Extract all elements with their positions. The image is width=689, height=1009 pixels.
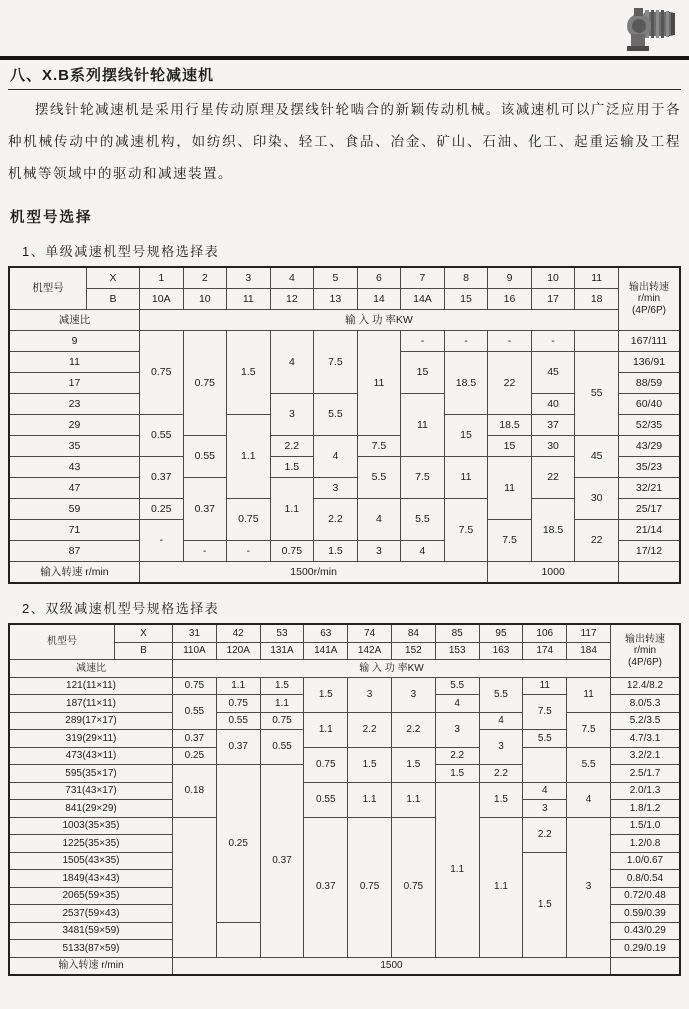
table2-title: 2、双级减速机型号规格选择表 [22,601,220,616]
ratio-cell: 731(43×17) [9,782,173,800]
ratio-cell: 841(29×29) [9,800,173,818]
power-cell: 2.2 [314,499,358,541]
power-cell: - [488,331,532,352]
power-cell: 0.55 [173,695,217,730]
ratio-header-cell: 减速比 [9,310,140,331]
page-top-margin [8,0,681,56]
b-value-cell: 14 [357,289,401,310]
input-speed-value: 1500 [173,957,611,975]
power-cell: 2.2 [435,747,479,765]
power-cell: 0.37 [216,730,260,765]
x-value-cell: 7 [401,267,445,289]
ratio-cell: 5133(87×59) [9,940,173,958]
output-speed-cell: 32/21 [619,478,681,499]
ratio-cell: 9 [9,331,140,352]
power-cell: 0.75 [173,677,217,695]
x-value-cell: 31 [173,624,217,642]
output-speed-cell: 17/12 [619,541,681,562]
power-cell: 5.5 [314,394,358,436]
ratio-cell: 17 [9,373,140,394]
power-cell: 2.2 [523,817,567,852]
power-cell: 3 [479,730,523,765]
power-cell: 1.1 [270,478,314,541]
x-value-cell: 95 [479,624,523,642]
power-cell: 0.37 [183,478,227,541]
output-speed-cell: 5.2/3.5 [611,712,681,730]
power-cell: 0.55 [183,436,227,478]
power-cell: 1.5 [435,765,479,783]
power-cell: 22 [488,352,532,415]
table1-title: 1、单级减速机型号规格选择表 [22,244,220,259]
input-speed-label: 输入转速 r/min [9,562,140,584]
ratio-cell: 121(11×11) [9,677,173,695]
power-cell: 4 [401,541,445,562]
ratio-cell: 289(17×17) [9,712,173,730]
b-value-cell: 142A [348,642,392,660]
b-value-cell: 11 [227,289,271,310]
b-value-cell: 10 [183,289,227,310]
power-cell: 7.5 [488,520,532,562]
power-cell: 18.5 [531,499,575,562]
power-cell: 5.5 [567,747,611,782]
output-speed-cell: 1.8/1.2 [611,800,681,818]
power-cell: 7.5 [523,695,567,730]
x-value-cell: 3 [227,267,271,289]
input-power-header: 输 入 功 率KW [140,310,619,331]
power-cell: 0.75 [140,331,184,415]
b-value-cell: 18 [575,289,619,310]
power-cell: 45 [531,352,575,394]
ratio-cell: 47 [9,478,140,499]
ratio-cell: 2065(59×35) [9,887,173,905]
power-cell: 18.5 [444,352,488,415]
power-cell: 22 [531,457,575,499]
power-cell: 0.18 [173,765,217,818]
power-cell: 4 [314,436,358,478]
b-value-cell: 131A [260,642,304,660]
input-power-header: 输 入 功 率KW [173,660,611,678]
x-value-cell: 85 [435,624,479,642]
power-cell: 0.75 [270,541,314,562]
power-cell: 15 [444,415,488,457]
ratio-cell: 2537(59×43) [9,905,173,923]
power-cell: 1.1 [348,782,392,817]
power-cell: 30 [531,436,575,457]
output-speed-cell: 3.2/2.1 [611,747,681,765]
power-cell: 3 [523,800,567,818]
output-speed-cell: 0.43/0.29 [611,922,681,940]
power-cell: 0.37 [260,765,304,958]
power-cell: 45 [575,436,619,478]
reducer-photo [617,6,679,56]
table-row [9,747,680,765]
output-header-line: 输出转速 [629,281,669,293]
model-header-cell: 机型号 [9,624,115,660]
output-speed-cell: 136/91 [619,352,681,373]
power-cell: 7.5 [357,436,401,457]
b-value-cell: 13 [314,289,358,310]
x-value-cell: 2 [183,267,227,289]
power-cell: 0.37 [140,457,184,499]
output-header-line: (4P/6P) [628,656,662,668]
power-cell: 4 [567,782,611,817]
table-row [9,712,680,730]
power-cell: - [531,331,575,352]
ratio-cell: 1505(43×35) [9,852,173,870]
b-row-label: B [115,642,173,660]
output-header-line: r/min [637,293,661,305]
power-cell: - [140,520,184,562]
section-heading: 八、X.B系列摆线针轮减速机 [8,64,681,90]
x-value-cell: 74 [348,624,392,642]
power-cell: 7.5 [314,331,358,394]
power-cell: 1.5 [260,677,304,695]
table-row [9,782,680,800]
output-header-line: (4P/6P) [632,304,666,316]
power-cell: 1.5 [348,747,392,782]
output-speed-cell: 167/111 [619,331,681,352]
power-cell: 0.75 [216,695,260,713]
output-speed-cell: 60/40 [619,394,681,415]
output-speed-cell: 12.4/8.2 [611,677,681,695]
ratio-cell: 1225(35×35) [9,835,173,853]
ratio-cell: 3481(59×59) [9,922,173,940]
power-cell [523,747,567,782]
output-header-line: r/min [633,645,657,656]
power-cell: 1.5 [523,852,567,957]
power-cell: 1.5 [479,782,523,817]
power-cell: 3 [357,541,401,562]
double-stage-selection-table [8,623,681,976]
power-cell: 18.5 [488,415,532,436]
b-value-cell: 10A [140,289,184,310]
power-cell: 5.5 [435,677,479,695]
power-cell: 0.55 [260,730,304,765]
subsection-heading: 机型号选择 [10,210,93,226]
power-cell: 0.55 [216,712,260,730]
b-value-cell: 14A [401,289,445,310]
output-speed-cell: 2.0/1.3 [611,782,681,800]
power-cell: 11 [488,457,532,520]
ratio-cell: 1003(35×35) [9,817,173,835]
power-cell: 0.25 [173,747,217,765]
output-speed-cell: 2.5/1.7 [611,765,681,783]
ratio-cell: 11 [9,352,140,373]
x-row-label: X [87,267,140,289]
power-cell: 5.5 [401,499,445,541]
b-value-cell: 141A [304,642,348,660]
ratio-header-cell: 减速比 [9,660,173,678]
output-speed-cell: 1.0/0.67 [611,852,681,870]
x-value-cell: 63 [304,624,348,642]
power-cell: 3 [314,478,358,499]
power-cell: 0.25 [216,765,260,923]
output-speed-cell: 0.59/0.39 [611,905,681,923]
table-row [9,817,680,835]
power-cell: 1.1 [435,782,479,957]
power-cell: - [444,331,488,352]
power-cell: 1.5 [304,677,348,712]
power-cell: - [401,331,445,352]
power-cell: 1.5 [314,541,358,562]
power-cell: 3 [391,677,435,712]
power-cell: 11 [357,331,401,436]
output-speed-cell: 21/14 [619,520,681,541]
power-cell: 0.75 [227,499,271,541]
model-header-cell: 机型号 [9,267,87,310]
output-speed-cell: 1.2/0.8 [611,835,681,853]
power-cell: 4 [357,499,401,541]
footer-output-cell [619,562,681,584]
table-row [9,331,680,352]
top-rule [0,56,689,60]
power-cell: 7.5 [444,499,488,562]
power-cell: 11 [567,677,611,712]
ratio-cell: 35 [9,436,140,457]
power-cell: 0.75 [348,817,392,957]
footer-output-cell [611,957,681,975]
x-value-cell: 5 [314,267,358,289]
power-cell: 0.25 [140,499,184,520]
output-speed-cell: 0.72/0.48 [611,887,681,905]
output-speed-cell: 52/35 [619,415,681,436]
b-value-cell: 184 [567,642,611,660]
b-value-cell: 153 [435,642,479,660]
b-value-cell: 15 [444,289,488,310]
output-speed-cell: 8.0/5.3 [611,695,681,713]
power-cell: 1.1 [260,695,304,713]
power-cell: 3 [348,677,392,712]
power-cell: 3 [435,712,479,747]
output-speed-cell: 0.29/0.19 [611,940,681,958]
power-cell: 4 [479,712,523,730]
table-row [9,478,680,499]
ratio-cell: 59 [9,499,140,520]
x-value-cell: 42 [216,624,260,642]
single-stage-selection-table [8,266,681,584]
output-speed-cell: 25/17 [619,499,681,520]
power-cell: - [183,541,227,562]
output-speed-header [611,624,681,677]
b-value-cell: 163 [479,642,523,660]
x-value-cell: 6 [357,267,401,289]
power-cell: 0.75 [183,331,227,436]
b-value-cell: 12 [270,289,314,310]
power-cell: 3 [270,394,314,436]
x-value-cell: 53 [260,624,304,642]
power-cell: 1.1 [479,817,523,957]
power-cell: 2.2 [391,712,435,747]
b-value-cell: 152 [391,642,435,660]
power-cell [575,331,619,352]
power-cell: 1.1 [304,712,348,747]
table-row [9,677,680,695]
b-value-cell: 110A [173,642,217,660]
output-speed-header [619,267,681,331]
output-speed-cell: 1.5/1.0 [611,817,681,835]
power-cell: 1.5 [227,331,271,415]
x-value-cell: 117 [567,624,611,642]
power-cell: 11 [523,677,567,695]
power-cell: 2.2 [348,712,392,747]
output-header-line: 输出转速 [625,633,665,645]
power-cell: 2.2 [479,765,523,783]
power-cell: 1.1 [216,677,260,695]
power-cell: 0.55 [140,415,184,457]
power-cell: - [227,541,271,562]
b-value-cell: 16 [488,289,532,310]
power-cell: 3 [567,817,611,957]
power-cell: 5.5 [479,677,523,712]
power-cell: 2.2 [270,436,314,457]
power-cell: 1.1 [391,782,435,817]
power-cell: 0.37 [304,817,348,957]
power-cell: 0.75 [304,747,348,782]
power-cell: 30 [575,478,619,520]
output-speed-cell: 35/23 [619,457,681,478]
b-row-label: B [87,289,140,310]
b-value-cell: 120A [216,642,260,660]
power-cell: 4 [270,331,314,394]
power-cell [216,922,260,957]
x-value-cell: 84 [391,624,435,642]
x-row-label: X [115,624,173,642]
power-cell: 5.5 [523,730,567,748]
x-value-cell: 10 [531,267,575,289]
power-cell: 4 [523,782,567,800]
ratio-cell: 319(29×11) [9,730,173,748]
power-cell: 15 [488,436,532,457]
power-cell: 11 [401,394,445,457]
power-cell [173,817,217,957]
x-value-cell: 4 [270,267,314,289]
b-value-cell: 174 [523,642,567,660]
power-cell: 7.5 [567,712,611,747]
power-cell: 1.1 [227,415,271,499]
power-cell: 0.37 [173,730,217,748]
x-value-cell: 106 [523,624,567,642]
input-speed-label: 输入转速 r/min [9,957,173,975]
power-cell: 1.5 [391,747,435,782]
table-row [9,436,680,457]
x-value-cell: 8 [444,267,488,289]
ratio-cell: 87 [9,541,140,562]
power-cell: 4 [435,695,479,713]
ratio-cell: 29 [9,415,140,436]
x-value-cell: 9 [488,267,532,289]
input-speed-value: 1500r/min [140,562,488,584]
x-value-cell: 1 [140,267,184,289]
x-value-cell: 11 [575,267,619,289]
ratio-cell: 71 [9,520,140,541]
ratio-cell: 473(43×11) [9,747,173,765]
power-cell: 0.55 [304,782,348,817]
output-speed-cell: 4.7/3.1 [611,730,681,748]
ratio-cell: 1849(43×43) [9,870,173,888]
ratio-cell: 23 [9,394,140,415]
power-cell: 15 [401,352,445,394]
b-value-cell: 17 [531,289,575,310]
input-speed-value: 1000 [488,562,619,584]
power-cell: 55 [575,352,619,436]
intro-paragraph: 摆线针轮减速机是采用行星传动原理及摆线针轮啮合的新颖传动机械。该减速机可以广泛应用于各种机械传动中的减速机构，如纺织、印染、轻工、食品、冶金、矿山、石油、化工、起重运输及工程机械等领域中的驱动和减速装置。 [8,102,681,181]
power-cell: 11 [444,457,488,499]
power-cell: 37 [531,415,575,436]
power-cell: 7.5 [401,457,445,499]
power-cell: 0.75 [391,817,435,957]
reducer-photo-image [617,6,679,56]
output-speed-cell: 43/29 [619,436,681,457]
power-cell: 0.75 [260,712,304,730]
power-cell: 40 [531,394,575,415]
ratio-cell: 43 [9,457,140,478]
power-cell: 1.5 [270,457,314,478]
output-speed-cell: 0.8/0.54 [611,870,681,888]
ratio-cell: 595(35×17) [9,765,173,783]
power-cell: 5.5 [357,457,401,499]
power-cell: 22 [575,520,619,562]
output-speed-cell: 88/59 [619,373,681,394]
ratio-cell: 187(11×11) [9,695,173,713]
